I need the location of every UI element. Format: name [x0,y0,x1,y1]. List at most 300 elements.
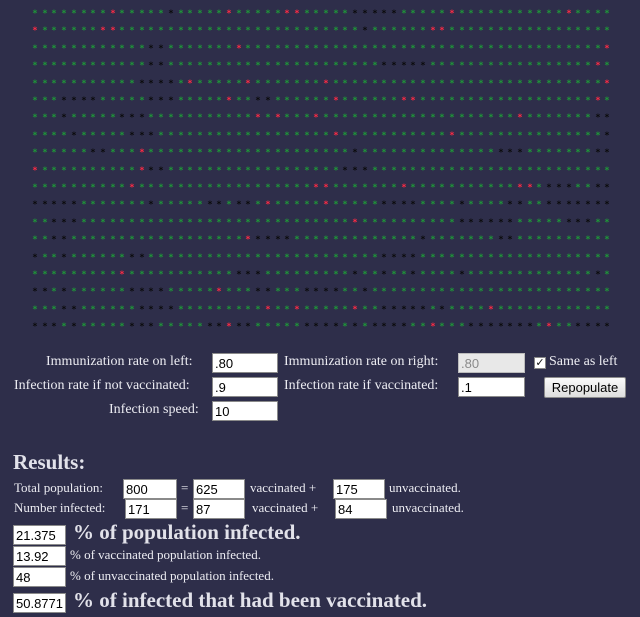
unvaccinated-person: * [119,61,125,71]
unvaccinated-person: * [391,96,397,106]
unvaccinated-person: * [90,270,96,280]
unvaccinated-person: * [51,61,57,71]
unvaccinated-person: * [430,9,436,19]
vaccinated-person: * [401,253,407,263]
unvaccinated-person: * [468,96,474,106]
unvaccinated-person: * [81,287,87,297]
infection-speed-input[interactable] [212,401,278,421]
infected-person: * [546,322,552,332]
unvaccinated-person: * [100,322,106,332]
unvaccinated-person: * [410,9,416,19]
total-unvaccinated-field[interactable] [333,479,385,499]
vaccinated-person: * [546,200,552,210]
unvaccinated-person: * [226,305,232,315]
unvaccinated-person: * [187,218,193,228]
unvaccinated-person: * [294,148,300,158]
unvaccinated-person: * [294,200,300,210]
vaccinated-person: * [410,270,416,280]
infected-vaccinated-field[interactable] [193,499,245,519]
vaccinated-person: * [119,113,125,123]
unvaccinated-person: * [129,79,135,89]
unvaccinated-person: * [372,253,378,263]
infected-person: * [265,305,271,315]
unvaccinated-person: * [498,166,504,176]
vaccinated-person: * [352,270,358,280]
unvaccinated-person: * [430,253,436,263]
vaccinated-person: * [207,322,213,332]
unvaccinated-person: * [478,253,484,263]
unvaccinated-person: * [566,322,572,332]
unvaccinated-person: * [158,26,164,36]
unvaccinated-person: * [595,26,601,36]
unvaccinated-person: * [342,26,348,36]
vaccinated-person: * [527,322,533,332]
unvaccinated-person: * [197,200,203,210]
unvaccinated-person: * [381,218,387,228]
unvaccinated-person: * [430,287,436,297]
unvaccinated-person: * [536,253,542,263]
unvaccinated-person: * [90,166,96,176]
unvaccinated-person: * [575,305,581,315]
infected-person: * [323,183,329,193]
unvaccinated-person: * [245,183,251,193]
unvaccinated-person: * [507,26,513,36]
vaccinated-person: * [51,200,57,210]
vaccinated-person: * [71,218,77,228]
infected-person: * [294,9,300,19]
unvaccinated-person: * [585,131,591,141]
unvaccinated-person: * [468,287,474,297]
unvaccinated-person: * [32,96,38,106]
unvaccinated-person: * [207,148,213,158]
unvaccinated-person: * [51,166,57,176]
vaccinated-person: * [265,235,271,245]
infected-person: * [604,44,610,54]
unvaccinated-person: * [51,79,57,89]
unvaccinated-person: * [498,9,504,19]
unvaccinated-person: * [100,218,106,228]
infected-person: * [236,44,242,54]
vaccinated-person: * [546,183,552,193]
unvaccinated-person: * [158,235,164,245]
unvaccinated-person: * [284,61,290,71]
unvaccinated-person: * [478,26,484,36]
vaccinated-person: * [139,322,145,332]
unvaccinated-person: * [245,218,251,228]
infected-person: * [139,148,145,158]
unvaccinated-person: * [178,79,184,89]
unvaccinated-person: * [585,235,591,245]
unvaccinated-person: * [342,113,348,123]
unvaccinated-person: * [478,79,484,89]
unvaccinated-person: * [313,131,319,141]
vaccinated-person: * [498,235,504,245]
unvaccinated-person: * [391,287,397,297]
unvaccinated-person: * [294,44,300,54]
same-as-left-checkbox[interactable]: ✓ [535,356,545,369]
repopulate-button[interactable]: Repopulate [544,377,626,398]
unvaccinated-person: * [527,131,533,141]
vaccinated-person: * [381,61,387,71]
vaccinated-person: * [595,270,601,280]
unvaccinated-person: * [139,26,145,36]
unvaccinated-person: * [410,235,416,245]
vaccinated-person: * [236,200,242,210]
pct-unvaccinated-infected-field[interactable] [13,567,66,587]
unvaccinated-person: * [381,287,387,297]
unvaccinated-person: * [410,113,416,123]
vaccinated-person: * [148,61,154,71]
vaccinated-person: * [488,218,494,228]
unvaccinated-person: * [478,270,484,280]
vaccinated-person: * [604,148,610,158]
vaccinated-person: * [61,305,67,315]
unvaccinated-person: * [187,96,193,106]
total-vaccinated-field[interactable] [193,479,245,499]
unvaccinated-person: * [90,253,96,263]
infected-person: * [410,96,416,106]
unvaccinated-person: * [51,26,57,36]
unvaccinated-person: * [527,61,533,71]
unvaccinated-person: * [119,322,125,332]
infected-person: * [32,26,38,36]
vaccinated-person: * [32,200,38,210]
unvaccinated-person: * [401,270,407,280]
unvaccinated-person: * [372,44,378,54]
unvaccinated-person: * [546,166,552,176]
unvaccinated-person: * [527,148,533,158]
unvaccinated-person: * [32,148,38,158]
unvaccinated-person: * [488,287,494,297]
unvaccinated-person: * [546,253,552,263]
unvaccinated-person: * [236,183,242,193]
vaccinated-person: * [265,287,271,297]
unvaccinated-person: * [556,113,562,123]
unvaccinated-person: * [478,44,484,54]
vaccinated-person: * [255,287,261,297]
vaccinated-person: * [439,305,445,315]
unvaccinated-person: * [294,26,300,36]
unvaccinated-person: * [216,235,222,245]
unvaccinated-person: * [381,96,387,106]
unvaccinated-person: * [372,79,378,89]
unvaccinated-person: * [556,287,562,297]
vaccinated-person: * [517,148,523,158]
unvaccinated-person: * [304,218,310,228]
unvaccinated-person: * [391,79,397,89]
unvaccinated-person: * [439,131,445,141]
unvaccinated-person: * [139,9,145,19]
unvaccinated-person: * [294,253,300,263]
infected-person: * [313,183,319,193]
unvaccinated-person: * [352,183,358,193]
unvaccinated-person: * [245,305,251,315]
unvaccinated-person: * [536,44,542,54]
unvaccinated-person: * [275,270,281,280]
unvaccinated-person: * [449,113,455,123]
infected-person: * [265,200,271,210]
unvaccinated-person: * [236,305,242,315]
unvaccinated-person: * [352,44,358,54]
unvaccinated-person: * [333,79,339,89]
unvaccinated-person: * [488,96,494,106]
unvaccinated-person: * [401,166,407,176]
immunization-left-input[interactable] [212,353,278,373]
unvaccinated-person: * [187,253,193,263]
unvaccinated-person: * [352,131,358,141]
vaccinated-person: * [32,253,38,263]
unvaccinated-person: * [459,61,465,71]
vaccinated-person: * [158,96,164,106]
unvaccinated-person: * [304,61,310,71]
unvaccinated-person: * [439,9,445,19]
unvaccinated-person: * [323,113,329,123]
unvaccinated-person: * [372,218,378,228]
unvaccinated-person: * [265,44,271,54]
unvaccinated-person: * [81,148,87,158]
unvaccinated-person: * [255,79,261,89]
unvaccinated-person: * [61,9,67,19]
unvaccinated-person: * [575,79,581,89]
vaccinated-person: * [304,287,310,297]
unvaccinated-person: * [498,26,504,36]
unvaccinated-person: * [216,166,222,176]
unvaccinated-person: * [449,61,455,71]
pct-vaccinated-infected-field[interactable] [13,546,66,566]
unvaccinated-person: * [226,270,232,280]
unvaccinated-person: * [372,148,378,158]
unvaccinated-person: * [420,287,426,297]
unvaccinated-person: * [100,113,106,123]
vaccinated-person: * [420,61,426,71]
vaccinated-person: * [507,200,513,210]
unvaccinated-person: * [449,235,455,245]
unvaccinated-person: * [148,218,154,228]
unvaccinated-person: * [197,44,203,54]
unvaccinated-person: * [575,44,581,54]
unvaccinated-person: * [507,305,513,315]
vaccinated-person: * [158,79,164,89]
unvaccinated-person: * [449,166,455,176]
unvaccinated-person: * [342,9,348,19]
unvaccinated-person: * [100,305,106,315]
infected-unvaccinated-field[interactable] [335,499,387,519]
unvaccinated-person: * [81,44,87,54]
unvaccinated-person: * [556,235,562,245]
infected-person: * [333,96,339,106]
vaccinated-person: * [342,166,348,176]
vaccinated-person: * [401,322,407,332]
infection-not-vaccinated-input[interactable] [212,377,278,397]
vaccinated-person: * [139,253,145,263]
unvaccinated-person: * [313,235,319,245]
unvaccinated-person: * [226,166,232,176]
unvaccinated-person: * [32,270,38,280]
unvaccinated-person: * [226,148,232,158]
unvaccinated-person: * [352,235,358,245]
unvaccinated-person: * [478,305,484,315]
unvaccinated-person: * [139,96,145,106]
unvaccinated-person: * [401,44,407,54]
unvaccinated-person: * [32,9,38,19]
unvaccinated-person: * [32,131,38,141]
vaccinated-person: * [148,200,154,210]
unvaccinated-person: * [187,26,193,36]
unvaccinated-person: * [439,166,445,176]
unvaccinated-person: * [168,253,174,263]
unvaccinated-person: * [51,113,57,123]
pct-population-infected-field[interactable] [13,525,66,545]
unvaccinated-person: * [42,235,48,245]
unvaccinated-person: * [527,253,533,263]
unvaccinated-person: * [517,96,523,106]
vaccinated-person: * [410,61,416,71]
unvaccinated-person: * [468,235,474,245]
vaccinated-person: * [148,96,154,106]
total-population-field[interactable] [123,479,177,499]
vaccinated-plus-label: vaccinated + [250,480,317,495]
unvaccinated-person: * [197,61,203,71]
vaccinated-person: * [32,287,38,297]
unvaccinated-person: * [110,113,116,123]
vaccinated-person: * [42,200,48,210]
unvaccinated-person: * [604,287,610,297]
vaccinated-person: * [245,270,251,280]
unvaccinated-person: * [61,131,67,141]
vaccinated-person: * [468,218,474,228]
unvaccinated-person: * [556,218,562,228]
vaccinated-person: * [566,183,572,193]
vaccinated-person: * [459,270,465,280]
unvaccinated-person: * [42,166,48,176]
infected-person: * [284,9,290,19]
unvaccinated-person: * [459,131,465,141]
unvaccinated-person: * [178,287,184,297]
unvaccinated-person: * [226,44,232,54]
vaccinated-person: * [381,270,387,280]
vaccinated-person: * [352,9,358,19]
vaccinated-person: * [420,235,426,245]
unvaccinated-person: * [216,96,222,106]
unvaccinated-person: * [197,235,203,245]
unvaccinated-person: * [294,183,300,193]
unvaccinated-person: * [158,270,164,280]
vaccinated-person: * [42,322,48,332]
unvaccinated-person: * [546,79,552,89]
vaccinated-person: * [158,166,164,176]
unvaccinated-person: * [148,253,154,263]
unvaccinated-person: * [100,79,106,89]
unvaccinated-person: * [275,166,281,176]
unvaccinated-person: * [575,235,581,245]
vaccinated-person: * [401,61,407,71]
unvaccinated-person: * [207,79,213,89]
unvaccinated-person: * [197,9,203,19]
unvaccinated-person: * [90,113,96,123]
unvaccinated-person: * [313,96,319,106]
unvaccinated-person: * [90,322,96,332]
unvaccinated-person: * [129,270,135,280]
unvaccinated-person: * [604,26,610,36]
unvaccinated-person: * [226,253,232,263]
unvaccinated-person: * [197,322,203,332]
vaccinated-person: * [333,287,339,297]
infected-person: * [430,26,436,36]
unvaccinated-person: * [90,9,96,19]
vaccinated-person: * [255,235,261,245]
unvaccinated-person: * [90,287,96,297]
unvaccinated-person: * [61,61,67,71]
infected-person: * [216,287,222,297]
unvaccinated-person: * [420,322,426,332]
infected-person: * [604,79,610,89]
unvaccinated-person: * [42,305,48,315]
unvaccinated-person: * [168,218,174,228]
unvaccinated-person: * [391,183,397,193]
unvaccinated-person: * [71,270,77,280]
unvaccinated-person: * [245,166,251,176]
unvaccinated-person: * [498,79,504,89]
unvaccinated-person: * [420,253,426,263]
unvaccinated-person: * [313,253,319,263]
unvaccinated-person: * [546,235,552,245]
unvaccinated-person: * [304,183,310,193]
unvaccinated-person: * [333,148,339,158]
unvaccinated-person: * [517,44,523,54]
unvaccinated-person: * [158,200,164,210]
vaccinated-person: * [391,61,397,71]
vaccinated-person: * [139,305,145,315]
unvaccinated-person: * [507,270,513,280]
unvaccinated-person: * [459,44,465,54]
unvaccinated-person: * [294,113,300,123]
unvaccinated-person: * [352,200,358,210]
unvaccinated-person: * [275,218,281,228]
unvaccinated-person: * [313,218,319,228]
pct-infected-vaccinated-field[interactable] [13,593,66,613]
unvaccinated-person: * [236,131,242,141]
vaccinated-person: * [391,200,397,210]
unvaccinated-person: * [100,253,106,263]
vaccinated-person: * [323,322,329,332]
infected-person: * [595,96,601,106]
unvaccinated-person: * [119,235,125,245]
infected-person: * [226,9,232,19]
unvaccinated-person: * [275,253,281,263]
vaccinated-person: * [595,200,601,210]
unvaccinated-person: * [556,79,562,89]
unvaccinated-person: * [275,44,281,54]
unvaccinated-person: * [342,235,348,245]
unvaccinated-person: * [265,253,271,263]
unvaccinated-person: * [61,322,67,332]
number-infected-field[interactable] [125,499,177,519]
vaccinated-person: * [391,322,397,332]
unvaccinated-person: * [42,44,48,54]
unvaccinated-person: * [148,113,154,123]
unvaccinated-person: * [284,305,290,315]
infection-vaccinated-input[interactable] [458,377,525,397]
unvaccinated-person: * [459,96,465,106]
unvaccinated-person: * [372,200,378,210]
unvaccinated-person: * [362,131,368,141]
unvaccinated-person: * [517,131,523,141]
unvaccinated-person: * [566,166,572,176]
unvaccinated-person: * [439,79,445,89]
vaccinated-person: * [168,305,174,315]
unvaccinated-person: * [556,322,562,332]
unvaccinated-person: * [158,9,164,19]
